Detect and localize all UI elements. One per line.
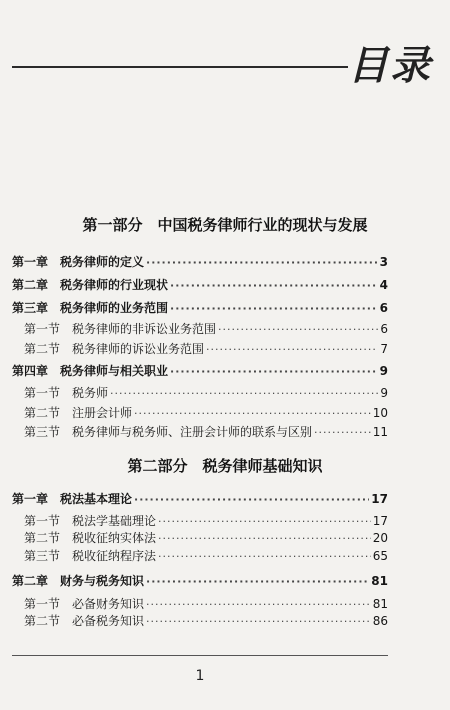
dot-leader bbox=[158, 550, 371, 564]
toc-entry-label: 第二章 财务与税务知识 bbox=[12, 574, 145, 588]
toc-entry-page: 7 bbox=[380, 342, 388, 356]
dot-leader bbox=[134, 493, 369, 507]
toc-entry-chapter[interactable] bbox=[12, 255, 388, 270]
header-rule bbox=[12, 66, 348, 68]
toc-entry-label: 第一章 税法基本理论 bbox=[12, 492, 133, 506]
toc-entry-label: 第三章 税务律师的业务范围 bbox=[12, 301, 169, 315]
toc-entry-section[interactable] bbox=[24, 406, 388, 421]
toc-title: 目录 bbox=[348, 42, 432, 89]
dot-leader bbox=[110, 387, 378, 401]
part-heading: 第一部分 中国税务律师行业的现状与发展 bbox=[82, 216, 368, 234]
dot-leader bbox=[170, 302, 378, 316]
toc-entry-label: 第二节 注册会计师 bbox=[24, 406, 133, 420]
toc-entry-page: 6 bbox=[380, 322, 388, 336]
toc-entry-chapter[interactable] bbox=[12, 278, 388, 293]
toc-entry-section[interactable] bbox=[24, 386, 388, 401]
toc-entry-chapter[interactable] bbox=[12, 301, 388, 316]
toc-entry-label: 第二节 税务律师的诉讼业务范围 bbox=[24, 342, 205, 356]
toc-entry-section[interactable] bbox=[24, 425, 388, 440]
toc-entry-page: 17 bbox=[371, 492, 388, 506]
dot-leader bbox=[170, 279, 378, 293]
toc-entry-section[interactable] bbox=[24, 614, 388, 629]
toc-entry-page: 81 bbox=[372, 597, 388, 611]
dot-leader bbox=[146, 598, 371, 612]
toc-entry-page: 86 bbox=[372, 614, 388, 628]
dot-leader bbox=[134, 407, 371, 421]
part-heading: 第二部分 税务律师基础知识 bbox=[127, 457, 323, 475]
toc-entry-label: 第二节 必备税务知识 bbox=[24, 614, 145, 628]
toc-entry-label: 第二章 税务律师的行业现状 bbox=[12, 278, 169, 292]
dot-leader bbox=[146, 615, 371, 629]
toc-entry-label: 第一节 税法学基础理论 bbox=[24, 514, 157, 528]
toc-entry-chapter[interactable] bbox=[12, 364, 388, 379]
toc-entry-page: 17 bbox=[372, 514, 388, 528]
dot-leader bbox=[206, 343, 378, 357]
toc-entry-label: 第二节 税收征纳实体法 bbox=[24, 531, 157, 545]
toc-entry-label: 第一节 税务师 bbox=[24, 386, 109, 400]
toc-entry-section[interactable] bbox=[24, 342, 388, 357]
dot-leader bbox=[146, 575, 369, 589]
toc-entry-page: 81 bbox=[371, 574, 388, 588]
toc-entry-page: 65 bbox=[372, 549, 388, 563]
toc-entry-section[interactable] bbox=[24, 597, 388, 612]
dot-leader bbox=[218, 323, 378, 337]
toc-entry-section[interactable] bbox=[24, 549, 388, 564]
toc-entry-label: 第三节 税务律师与税务师、注册会计师的联系与区别 bbox=[24, 425, 313, 439]
toc-entry-label: 第三节 税收征纳程序法 bbox=[24, 549, 157, 563]
toc-entry-label: 第一节 必备财务知识 bbox=[24, 597, 145, 611]
toc-entry-section[interactable] bbox=[24, 531, 388, 546]
dot-leader bbox=[158, 532, 371, 546]
toc-entry-page: 10 bbox=[372, 406, 388, 420]
toc-entry-label: 第四章 税务律师与相关职业 bbox=[12, 364, 169, 378]
toc-entry-page: 6 bbox=[379, 301, 388, 315]
dot-leader bbox=[314, 426, 371, 440]
toc-entry-page: 11 bbox=[372, 425, 388, 439]
dot-leader bbox=[158, 515, 371, 529]
toc-entry-page: 3 bbox=[379, 255, 388, 269]
toc-entry-chapter[interactable] bbox=[12, 492, 388, 507]
toc-entry-label: 第一章 税务律师的定义 bbox=[12, 255, 145, 269]
dot-leader bbox=[170, 365, 378, 379]
page-header bbox=[0, 0, 450, 90]
toc-entry-page: 4 bbox=[379, 278, 388, 292]
toc-entry-section[interactable] bbox=[24, 514, 388, 529]
footer-rule bbox=[12, 655, 388, 656]
toc-entry-page: 9 bbox=[379, 364, 388, 378]
toc-entry-page: 9 bbox=[380, 386, 388, 400]
toc-entry-section[interactable] bbox=[24, 322, 388, 337]
toc-entry-page: 20 bbox=[372, 531, 388, 545]
toc-entry-label: 第一节 税务律师的非诉讼业务范围 bbox=[24, 322, 217, 336]
toc-entry-chapter[interactable] bbox=[12, 574, 388, 589]
dot-leader bbox=[146, 256, 378, 270]
page-number: 1 bbox=[195, 668, 205, 684]
